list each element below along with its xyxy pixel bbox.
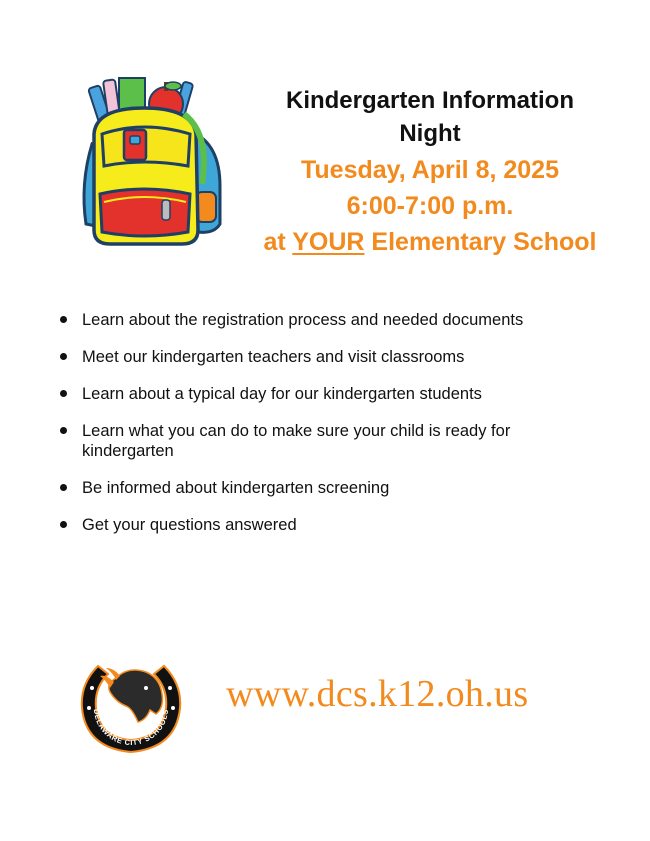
backpack-illustration bbox=[74, 74, 226, 250]
bullet-dot-icon bbox=[60, 427, 67, 434]
bullet-dot-icon bbox=[60, 521, 67, 528]
list-item bbox=[56, 310, 576, 330]
bullet-dot-icon bbox=[60, 353, 67, 360]
location-prefix: at bbox=[263, 228, 293, 256]
bullet-dot-icon bbox=[60, 316, 67, 323]
list-item-text: Meet our kindergarten teachers and visit classrooms bbox=[82, 348, 465, 366]
list-item bbox=[56, 478, 576, 498]
bullet-dot-icon bbox=[60, 484, 67, 491]
list-item bbox=[56, 421, 562, 461]
list-item bbox=[56, 515, 576, 535]
logo-text: DELAWARE CITY SCHOOLS bbox=[91, 708, 171, 748]
list-item bbox=[56, 384, 576, 404]
delaware-city-schools-logo bbox=[76, 648, 186, 756]
event-header bbox=[250, 84, 610, 260]
list-item-text: Get your questions answered bbox=[82, 516, 297, 534]
event-title-line2: Night bbox=[399, 120, 461, 147]
list-item bbox=[56, 347, 576, 367]
info-bullet-list bbox=[56, 310, 576, 552]
list-item-text: Learn about a typical day for our kindergarten students bbox=[82, 385, 482, 403]
district-website: www.dcs.k12.oh.us bbox=[226, 673, 529, 715]
bullet-dot-icon bbox=[60, 390, 67, 397]
location-suffix: Elementary School bbox=[364, 228, 597, 256]
list-item-text: Learn about the registration process and needed documents bbox=[82, 311, 524, 329]
event-title-line1: Kindergarten Information bbox=[285, 87, 574, 114]
list-item-text: Be informed about kindergarten screening bbox=[82, 479, 390, 497]
list-item-text: Learn what you can do to make sure your child is ready for kindergarten bbox=[82, 422, 511, 460]
event-date: Tuesday, April 8, 2025 bbox=[301, 156, 559, 184]
event-location bbox=[250, 224, 610, 260]
event-time: 6:00-7:00 p.m. bbox=[346, 192, 514, 220]
location-emphasis: YOUR bbox=[292, 228, 365, 256]
